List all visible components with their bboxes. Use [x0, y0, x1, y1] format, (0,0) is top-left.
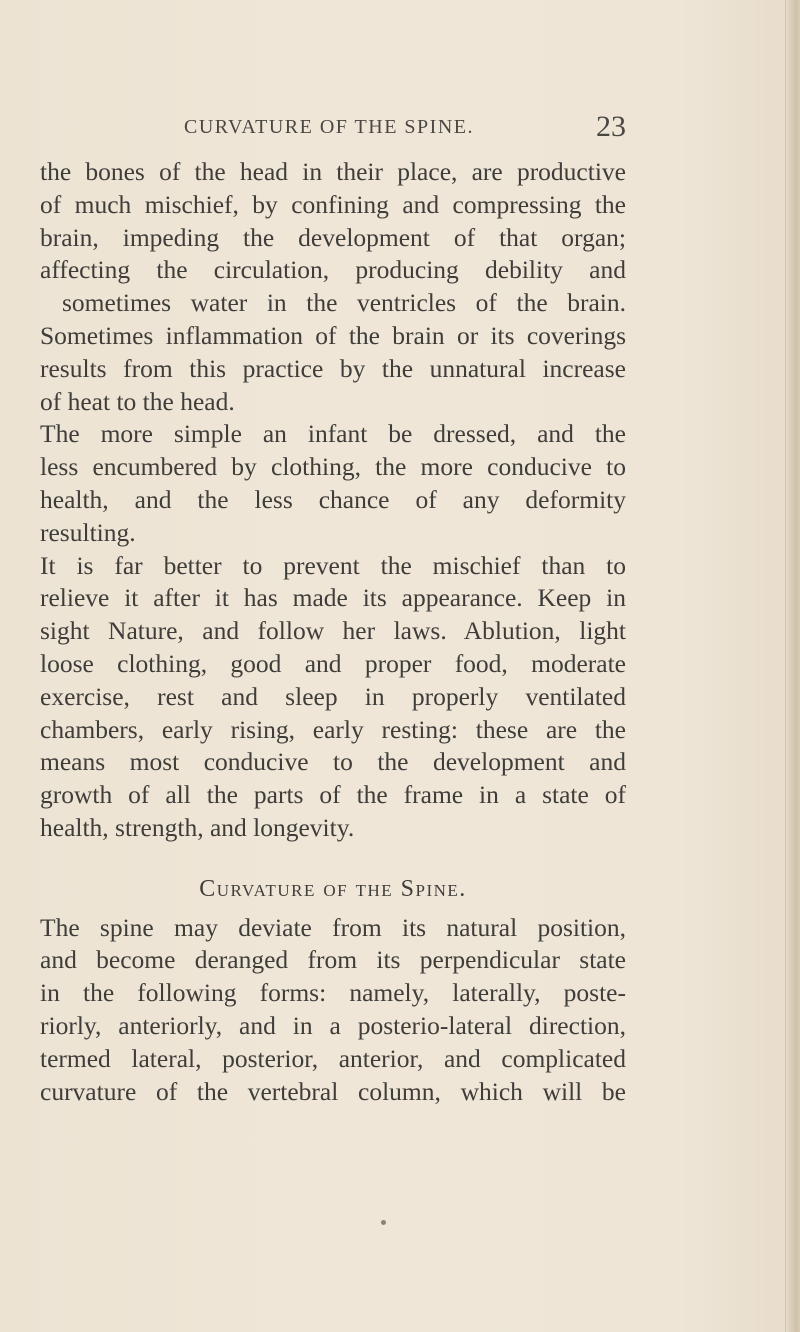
- text-line: resulting.: [40, 517, 136, 547]
- text-line: of much mischief, by confining and compressing the: [40, 189, 626, 219]
- text-line: Sometimes inflammation of the brain or its coverings: [40, 320, 626, 350]
- text-line: sight Nature, and follow her laws. Ablution, light: [40, 616, 626, 646]
- text-line: sometimes water in the ventricles of the brain.: [62, 288, 626, 318]
- page-number: 23: [596, 110, 626, 143]
- text-line: health, strength, and longevity.: [40, 812, 355, 842]
- body-text: [40, 156, 626, 1108]
- text-line: It is far better to prevent the mischief than to: [40, 550, 626, 580]
- section-heading: Curvature of the Spine.: [199, 875, 467, 902]
- text-line: brain, impeding the development of that organ;: [40, 222, 626, 252]
- text-line: relieve it after it has made its appearance. Keep in: [40, 583, 626, 613]
- text-line: exercise, rest and sleep in properly ventilated: [40, 681, 626, 711]
- text-line: affecting the circulation, producing debility and: [40, 255, 626, 285]
- running-head: CURVATURE OF THE SPINE.: [184, 116, 474, 138]
- text-line: curvature of the vertebral column, which will be: [40, 1076, 626, 1106]
- text-line: less encumbered by clothing, the more conducive to: [40, 452, 626, 482]
- text-line: growth of all the parts of the frame in a state of: [40, 780, 626, 810]
- text-line: in the following forms: namely, laterally, poste-: [40, 978, 626, 1008]
- page-header: [60, 110, 626, 146]
- text-line: the bones of the head in their place, are productive: [40, 157, 626, 186]
- text-line: loose clothing, good and proper food, moderate: [40, 648, 626, 678]
- text-line: of heat to the head.: [40, 386, 235, 416]
- page-edge: [785, 0, 800, 1332]
- text-line: health, and the less chance of any deformity: [40, 484, 626, 514]
- text-line: means most conducive to the development and: [40, 747, 626, 777]
- ink-speck: [381, 1220, 386, 1225]
- text-line: termed lateral, posterior, anterior, and complicated: [40, 1043, 626, 1073]
- text-line: and become deranged from its perpendicular state: [40, 945, 626, 975]
- text-line: The more simple an infant be dressed, and the: [40, 419, 626, 449]
- text-line: The spine may deviate from its natural position,: [40, 912, 626, 942]
- text-line: riorly, anteriorly, and in a posterio-lateral direction,: [40, 1010, 626, 1040]
- text-line: chambers, early rising, early resting: these are the: [40, 714, 626, 744]
- text-line: results from this practice by the unnatural increase: [40, 353, 626, 383]
